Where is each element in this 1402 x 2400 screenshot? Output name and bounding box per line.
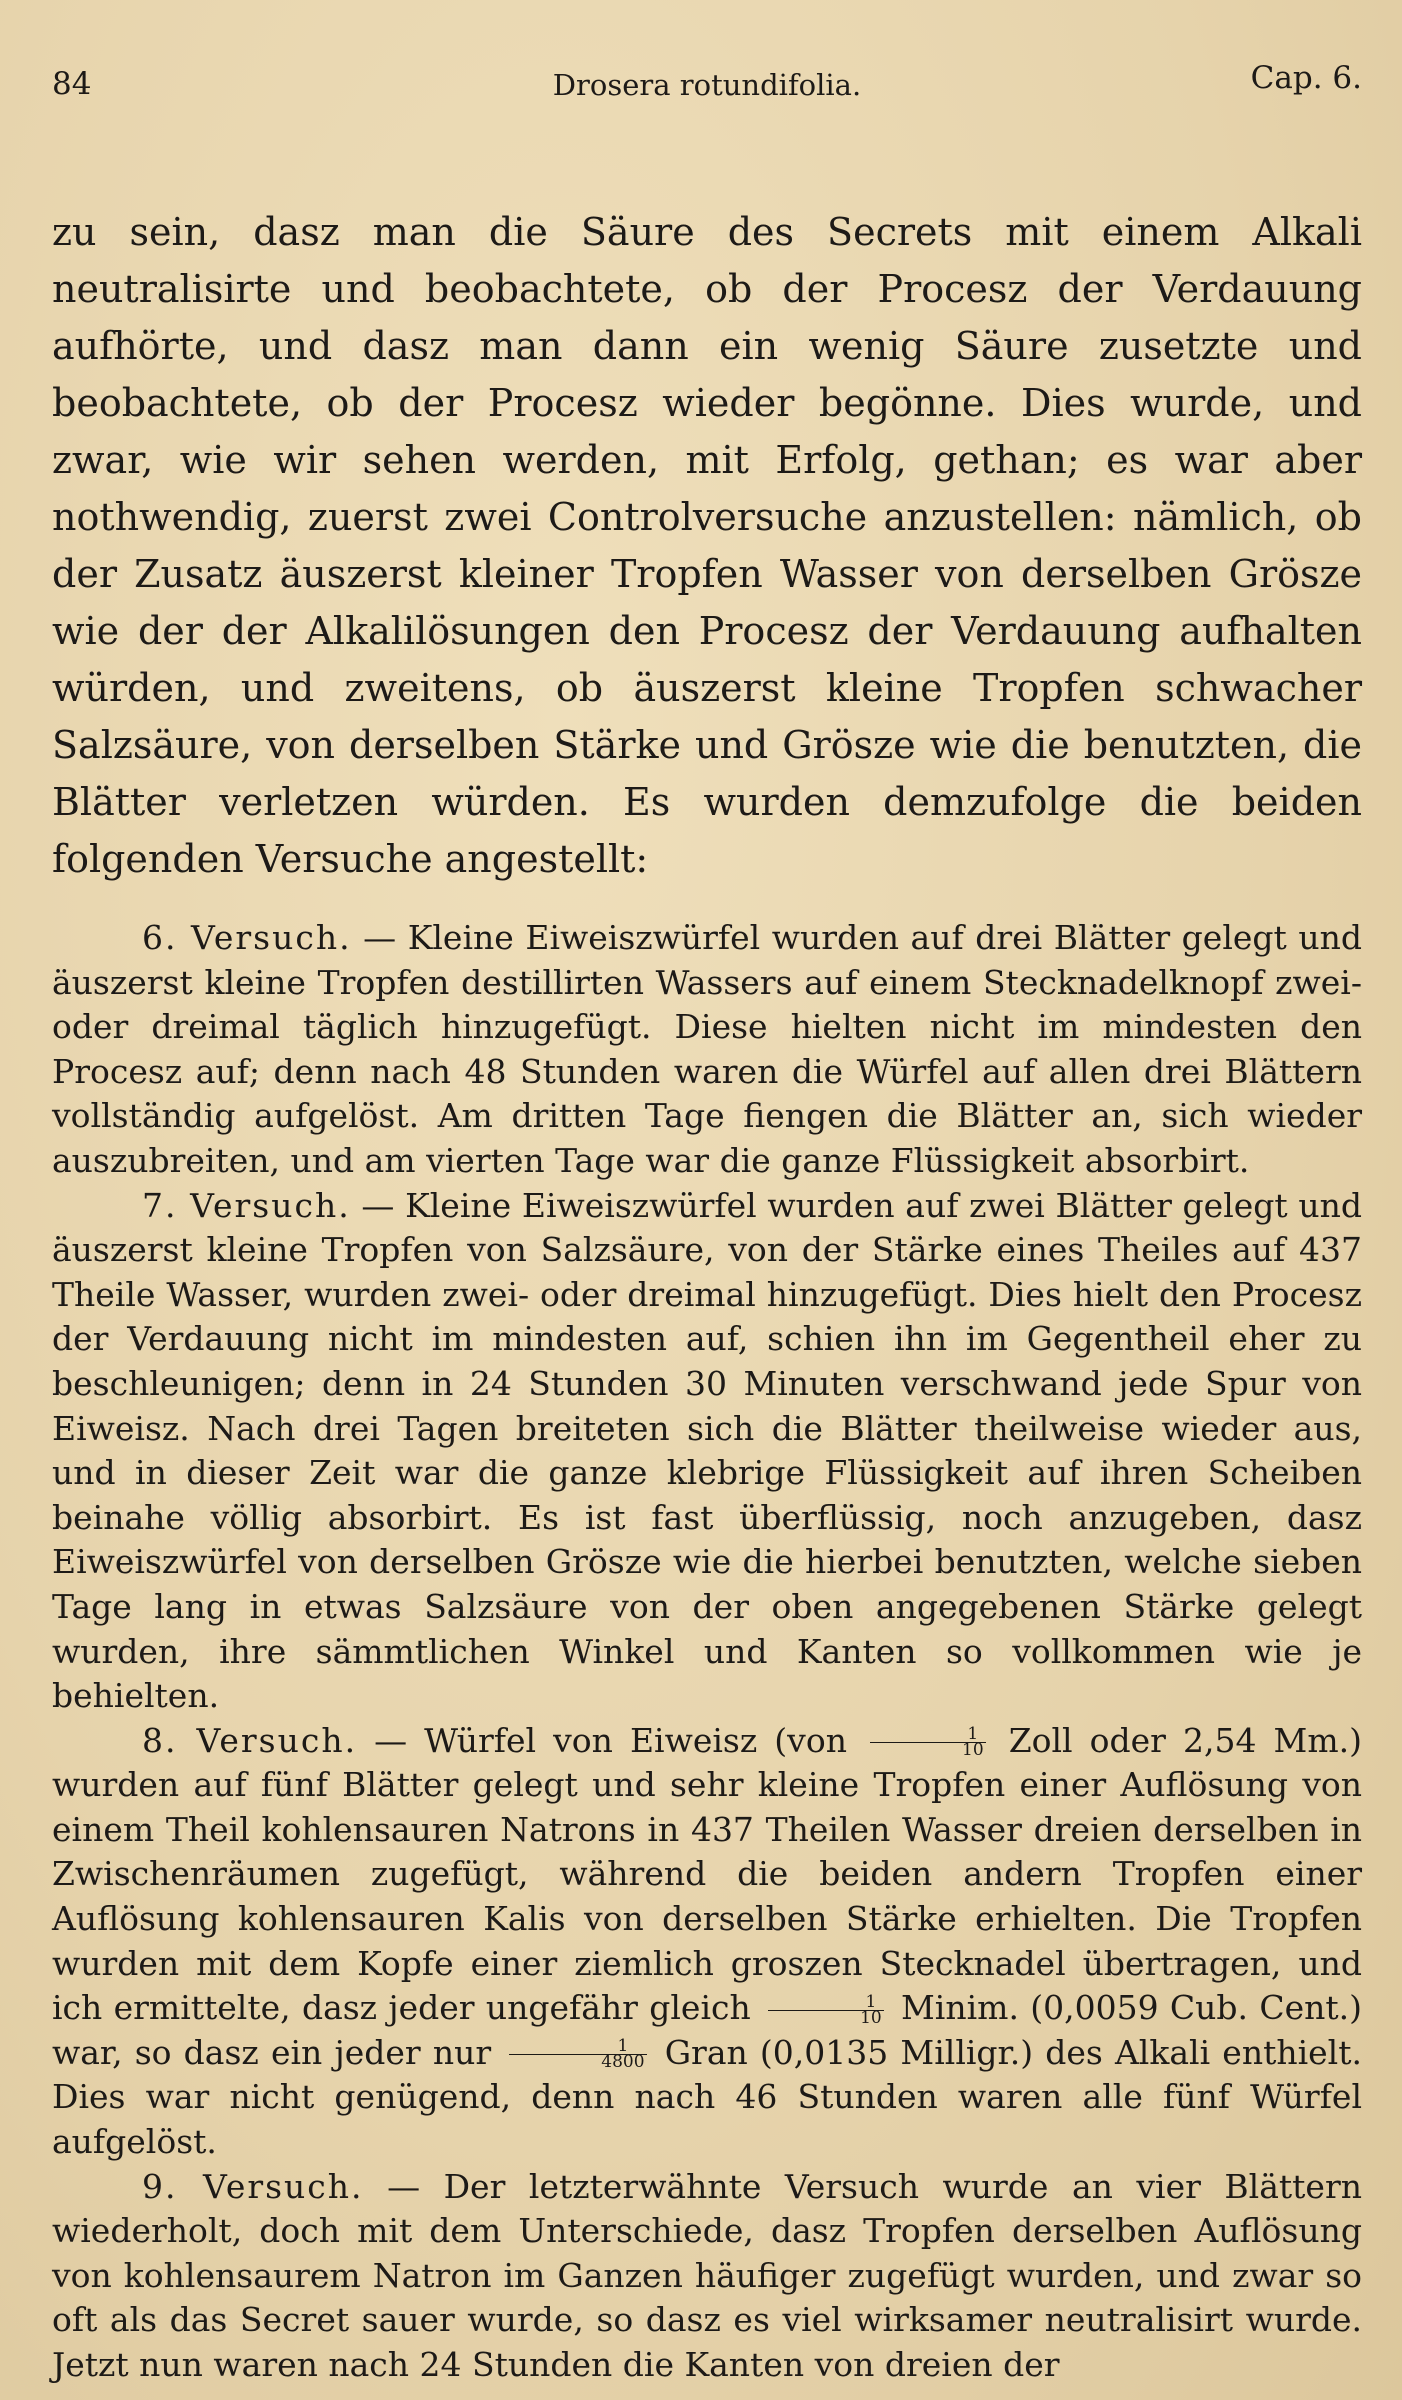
fraction-one-tenth-minim bbox=[768, 1991, 884, 2028]
fraction-denominator: 10 bbox=[860, 2007, 882, 2028]
page-header bbox=[52, 60, 1362, 116]
experiment-text: — Der letzterwähnte Versuch wurde an vier Blättern wiederholt, doch mit dem Unterschiede, dasz Tropfen derselben Auflösung von kohlensaurem Natron im Ganzen häufiger zugefügt wurden, und zwar so oft als das Secret sauer wurde, so dasz es viel wirksamer neutralisirt wurde. Jetzt nun waren nach 24 Stunden die Kanten von dreien der bbox=[52, 2166, 1362, 2384]
experiment-label: 8. Versuch. bbox=[142, 1720, 358, 1760]
book-page bbox=[52, 60, 1362, 2388]
experiment-text: — Kleine Eiweiszwürfel wurden auf zwei Blätter gelegt und äuszerst kleine Tropfen von Salzsäure, von der Stärke eines Theiles auf 437 Theile Wasser, wurden zwei- oder dreimal hinzugefügt. Dies hielt den Procesz der Verdauung nicht im mindesten auf, schien ihn im Gegentheil eher zu beschleunigen; denn in 24 Stunden 30 Minuten verschwand jede Spur von Eiweisz. Nach drei Tagen breiteten sich die Blätter theilweise wieder aus, und in dieser Zeit war die ganze klebrige Flüssigkeit auf ihren Scheiben beinahe völlig absorbirt. Es ist fast überflüssig, noch anzugeben, dasz Eiweiszwürfel von derselben Grösze wie die hierbei benutzten, welche sieben Tage lang in etwas Salzsäure von der oben angegebenen Stärke gelegt wurden, ihre sämmtlichen Winkel und Kanten so vollkommen wie je behielten. bbox=[52, 1185, 1362, 1716]
experiment-label: 9. Versuch. bbox=[142, 2166, 364, 2206]
experiment-label: 6. Versuch. bbox=[142, 918, 352, 957]
fraction-one-tenth-zoll bbox=[870, 1724, 986, 1761]
fraction-numerator: 1 bbox=[509, 2039, 646, 2055]
running-title: Drosera rotundifolia. bbox=[552, 68, 862, 102]
experiment-6 bbox=[52, 916, 1362, 1184]
experiment-text: Gran (0,0135 Milligr.) des Alkali enthielt. Dies war nicht genügend, denn nach 46 Stunden waren alle fünf Würfel aufgelöst. bbox=[52, 2032, 1362, 2162]
experiment-text: — Würfel von Eiweisz (von bbox=[357, 1720, 864, 1760]
fraction-denominator: 10 bbox=[962, 1740, 984, 1761]
experiment-8 bbox=[52, 1719, 1362, 2165]
experiment-text: Minim. (0,0059 Cub. Cent.) war, so dasz ein jeder nur bbox=[52, 1988, 1362, 2072]
experiment-text: — Kleine Eiweiszwürfel wurden auf drei Blätter gelegt und äuszerst kleine Tropfen destillirten Wassers auf einem Stecknadelknopf zwei- oder dreimal täglich hinzugefügt. Diese hielten nicht im mindesten den Procesz auf; denn nach 48 Stunden waren die Würfel auf allen drei Blättern vollständig aufgelöst. Am dritten Tage fiengen die Blätter an, sich wieder auszubreiten, und am vierten Tage war die ganze Flüssigkeit absorbirt. bbox=[52, 918, 1362, 1180]
fraction-denominator: 4800 bbox=[601, 2052, 645, 2073]
intro-paragraph bbox=[52, 204, 1362, 888]
chapter-label: Cap. 6. bbox=[1250, 60, 1362, 96]
experiment-label: 7. Versuch. bbox=[142, 1185, 351, 1225]
fraction-numerator: 1 bbox=[870, 1727, 986, 1743]
fraction-one-4800th-gran bbox=[509, 2036, 646, 2073]
experiment-7 bbox=[52, 1184, 1362, 1719]
experiment-text: Zoll oder 2,54 Mm.) wurden auf fünf Blätter gelegt und sehr kleine Tropfen einer Auflösung von einem Theil kohlensauren Natrons in 437 Theilen Wasser dreien derselben in Zwischenräumen zugefügt, während die beiden andern Tropfen einer Auflösung kohlensauren Kalis von derselben Stärke erhielten. Die Tropfen wurden mit dem Kopfe einer ziemlich groszen Stecknadel übertragen, und ich ermittelte, dasz jeder ungefähr gleich bbox=[52, 1720, 1362, 2028]
page-number: 84 bbox=[52, 66, 92, 102]
intro-text: zu sein, dasz man die Säure des Secrets mit einem Alkali neutralisirte und beobachtete, ob der Procesz der Verdauung aufhörte, und dasz man dann ein wenig Säure zusetzte und beobachtete, ob der Procesz wieder begönne. Dies wurde, und zwar, wie wir sehen werden, mit Erfolg, gethan; es war aber nothwendig, zuerst zwei Controlversuche anzustellen: nämlich, ob der Zusatz äuszerst kleiner Tropfen Wasser von derselben Grösze wie der der Alkalilösungen den Procesz der Verdauung aufhalten würden, und zweitens, ob äuszerst kleine Tropfen schwacher Salzsäure, von derselben Stärke und Grösze wie die benutzten, die Blätter verletzen würden. Es wurden demzufolge die beiden folgenden Versuche angestellt: bbox=[52, 210, 1362, 881]
fraction-numerator: 1 bbox=[768, 1995, 884, 2011]
experiment-9 bbox=[52, 2165, 1362, 2388]
experiments-section bbox=[52, 916, 1362, 2388]
